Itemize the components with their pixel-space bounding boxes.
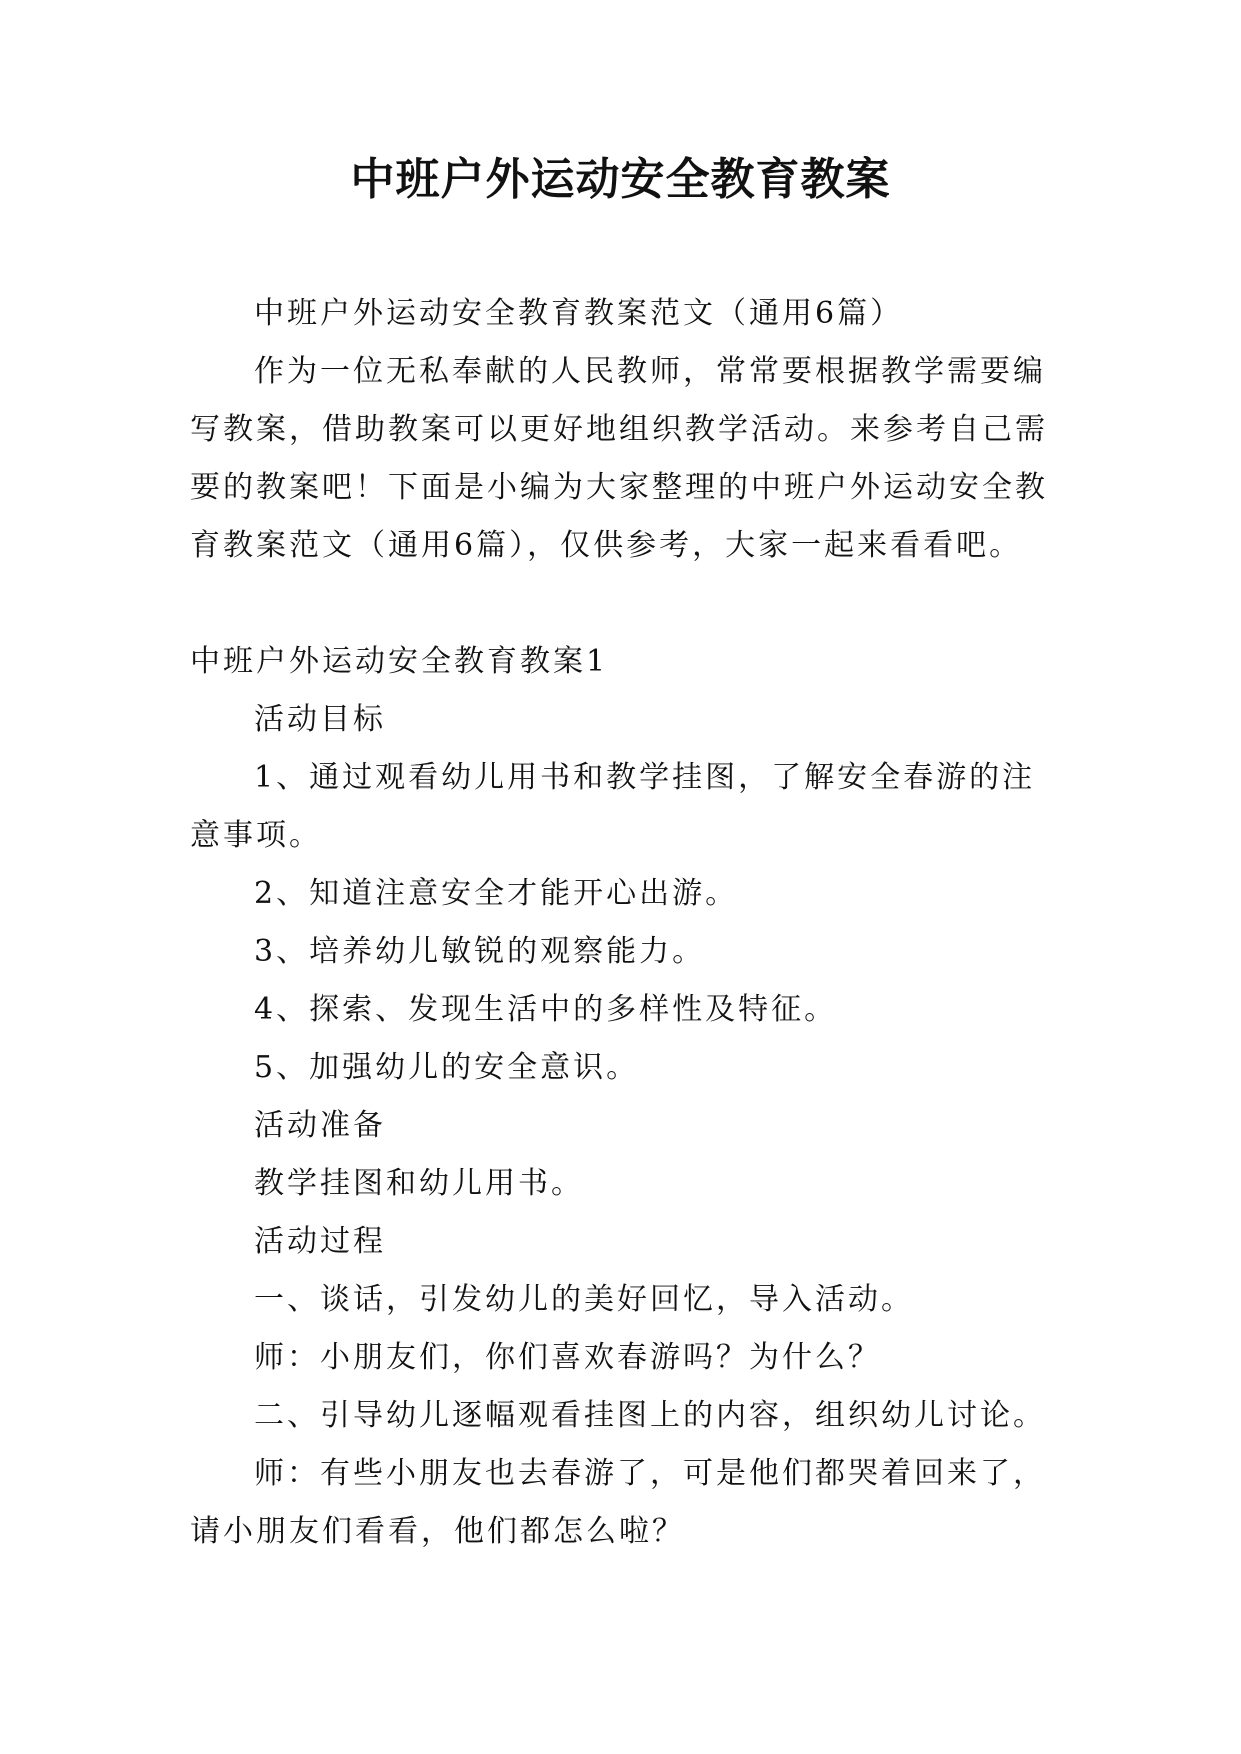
process-item: 二、引导幼儿逐幅观看挂图上的内容，组织幼儿讨论。 — [254, 1398, 1046, 1433]
section-heading: 中班户外运动安全教育教案1 — [190, 644, 609, 679]
intro-subtitle: 中班户外运动安全教育教案范文（通用6篇） — [254, 296, 904, 331]
goal-item: 4、探索、发现生活中的多样性及特征。 — [254, 992, 838, 1027]
prep-heading: 活动准备 — [254, 1108, 386, 1143]
process-item: 一、谈话，引发幼儿的美好回忆，导入活动。 — [254, 1282, 914, 1317]
intro-paragraph: 作为一位无私奉献的人民教师，常常要根据教学需要编写教案，借助教案可以更好地组织教学活动。来参考自己需要的教案吧！下面是小编为大家整理的中班户外运动安全教育教案范文（通用6篇），仅供参考，大家一起来看看吧。 — [190, 354, 1048, 563]
document-title: 中班户外运动安全教育教案 — [350, 154, 891, 205]
process-item: 师：有些小朋友也去春游了，可是他们都哭着回来了，请小朋友们看看，他们都怎么啦？ — [190, 1456, 1046, 1549]
process-item: 师：小朋友们，你们喜欢春游吗？为什么？ — [254, 1340, 881, 1375]
document-body — [190, 285, 1060, 1561]
goal-item: 3、培养幼儿敏锐的观察能力。 — [254, 934, 706, 969]
goal-item: 5、加强幼儿的安全意识。 — [254, 1050, 640, 1085]
process-heading: 活动过程 — [254, 1224, 386, 1259]
goal-item: 2、知道注意安全才能开心出游。 — [254, 876, 739, 911]
goals-heading: 活动目标 — [254, 702, 386, 737]
prep-text: 教学挂图和幼儿用书。 — [254, 1166, 584, 1201]
goal-item: 1、通过观看幼儿用书和教学挂图，了解安全春游的注意事项。 — [190, 760, 1036, 853]
